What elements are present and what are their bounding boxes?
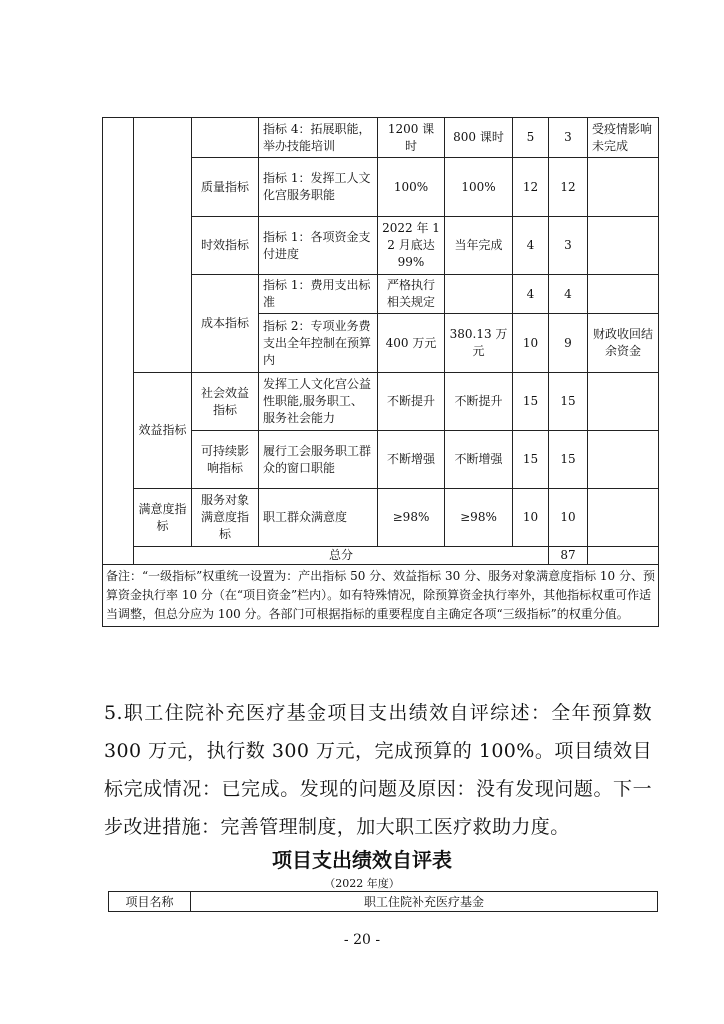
category-cell: 质量指标 [192, 158, 259, 217]
actual-cell: 800 课时 [445, 118, 513, 158]
score-cell: 12 [549, 158, 588, 217]
actual-cell: 不断提升 [445, 373, 513, 431]
weight-cell: 12 [513, 158, 549, 217]
weight-cell: 4 [513, 217, 549, 275]
total-reason-cell [588, 547, 659, 565]
table-row [109, 892, 658, 912]
target-cell: 100% [378, 158, 445, 217]
form-year: （2022 年度） [324, 877, 400, 890]
group-cell: 满意度指标 [134, 489, 192, 547]
category-cell: 服务对象满意度指标 [192, 489, 259, 547]
weight-cell: 10 [513, 489, 549, 547]
weight-cell: 15 [513, 431, 549, 489]
actual-cell: 380.13 万元 [445, 314, 513, 373]
page-number: - 20 - [343, 932, 381, 948]
target-cell: 严格执行相关规定 [378, 275, 445, 314]
category-cell: 成本指标 [192, 275, 259, 373]
summary-paragraph: 5.职工住院补充医疗基金项目支出绩效自评综述：全年预算数 300 万元，执行数 300 万元，完成预算的 100%。项目绩效目标完成情况：已完成。发现的问题及原因：没有发现问题。下一步改进措施：完善管理制度，加大职工医疗救助力度。 [104, 702, 652, 838]
form-title: 项目支出绩效自评表 [272, 848, 452, 872]
project-name-label: 项目名称 [109, 892, 191, 912]
reason-cell: 财政收回结余资金 [588, 314, 659, 373]
target-cell: 1200 课时 [378, 118, 445, 158]
score-cell: 10 [549, 489, 588, 547]
target-cell: 400 万元 [378, 314, 445, 373]
group-cell: 效益指标 [134, 373, 192, 489]
table-row [103, 373, 659, 431]
actual-cell [445, 275, 513, 314]
category-cell: 可持续影响指标 [192, 431, 259, 489]
table-row [103, 489, 659, 547]
actual-cell: 不断增强 [445, 431, 513, 489]
target-cell: 不断提升 [378, 373, 445, 431]
level2-cell [134, 118, 192, 373]
category-cell: 社会效益指标 [192, 373, 259, 431]
project-name-value: 职工住院补充医疗基金 [191, 892, 658, 912]
reason-cell [588, 158, 659, 217]
table-row [103, 118, 659, 158]
indicator-cell: 职工群众满意度 [259, 489, 378, 547]
score-cell: 3 [549, 118, 588, 158]
actual-cell: 100% [445, 158, 513, 217]
reason-cell [588, 373, 659, 431]
target-cell: ≥98% [378, 489, 445, 547]
reason-cell [588, 431, 659, 489]
project-name-table [108, 891, 658, 912]
actual-cell: 当年完成 [445, 217, 513, 275]
reason-cell [588, 489, 659, 547]
table-note: 备注：“一级指标”权重统一设置为：产出指标 50 分、效益指标 30 分、服务对象满意度指标 10 分、预算资金执行率 10 分（在“项目资金”栏内）。如有特殊情况，除预算资金执行率外，其他指标权重可作适当调整，但总分应为 100 分。各部门可根据指标的重要程度自主确定各项“三级指标”的权重分值。 [103, 565, 659, 627]
weight-cell: 10 [513, 314, 549, 373]
indicator-cell: 指标 1：费用支出标准 [259, 275, 378, 314]
score-cell: 4 [549, 275, 588, 314]
indicator-cell: 指标 1：各项资金支付进度 [259, 217, 378, 275]
performance-table [102, 117, 659, 627]
total-row [103, 547, 659, 565]
indicator-cell: 发挥工人文化宫公益性职能,服务职工、服务社会能力 [259, 373, 378, 431]
weight-cell: 15 [513, 373, 549, 431]
target-cell: 不断增强 [378, 431, 445, 489]
indicator-cell: 指标 4：拓展职能，举办技能培训 [259, 118, 378, 158]
score-cell: 15 [549, 431, 588, 489]
indicator-cell: 履行工会服务职工群众的窗口职能 [259, 431, 378, 489]
score-cell: 15 [549, 373, 588, 431]
total-label: 总分 [134, 547, 549, 565]
reason-cell: 受疫情影响未完成 [588, 118, 659, 158]
actual-cell: ≥98% [445, 489, 513, 547]
target-cell: 2022 年 12 月底达 99% [378, 217, 445, 275]
indicator-cell: 指标 2：专项业务费支出全年控制在预算内 [259, 314, 378, 373]
note-row [103, 565, 659, 627]
weight-cell: 5 [513, 118, 549, 158]
total-score: 87 [549, 547, 588, 565]
category-cell [192, 118, 259, 158]
score-cell: 3 [549, 217, 588, 275]
reason-cell [588, 217, 659, 275]
reason-cell [588, 275, 659, 314]
weight-cell: 4 [513, 275, 549, 314]
score-cell: 9 [549, 314, 588, 373]
level1-cell [103, 118, 134, 565]
indicator-cell: 指标 1：发挥工人文化宫服务职能 [259, 158, 378, 217]
category-cell: 时效指标 [192, 217, 259, 275]
